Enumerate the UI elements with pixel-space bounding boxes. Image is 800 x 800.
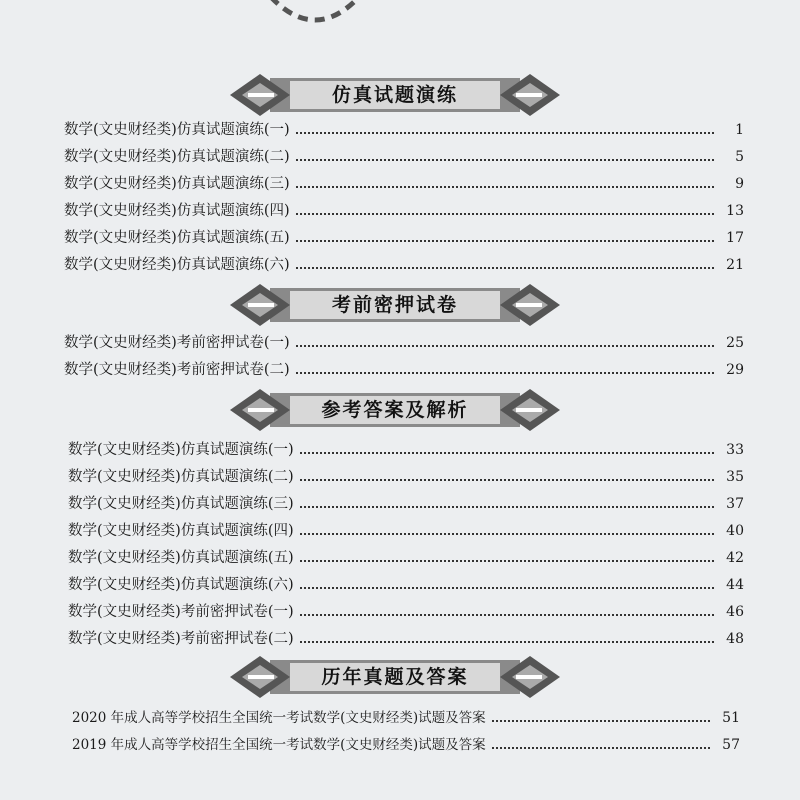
leader-dots (492, 747, 710, 749)
toc-entry-label: 数学(文史财经类)仿真试题演练(四) (68, 523, 294, 539)
section-title: 历年真题及答案 (321, 666, 469, 688)
toc-entry[interactable] (68, 492, 744, 514)
toc-entry[interactable] (64, 199, 744, 221)
toc-entry-label: 数学(文史财经类)仿真试题演练(五) (68, 550, 294, 566)
toc-entry-page: 44 (726, 577, 744, 593)
leader-dots (300, 560, 714, 562)
toc-entry-label: 数学(文史财经类)考前密押试卷(一) (64, 335, 290, 351)
toc-entry-page: 48 (726, 631, 744, 647)
toc-entry[interactable] (68, 627, 744, 649)
toc-entry-label: 数学(文史财经类)仿真试题演练(二) (68, 469, 294, 485)
leader-dots (300, 641, 714, 643)
toc-entry[interactable] (64, 331, 744, 353)
toc-entry-page: 42 (726, 550, 744, 566)
toc-entry[interactable] (64, 226, 744, 248)
leader-dots (300, 506, 714, 508)
section-header-final-exam (230, 284, 560, 326)
leader-dots (296, 213, 714, 215)
toc-entry-page: 46 (726, 604, 744, 620)
toc-entry[interactable] (64, 358, 744, 380)
leader-dots (296, 372, 714, 374)
toc-entry-page: 40 (726, 523, 744, 539)
toc-entry-page: 5 (735, 149, 744, 165)
toc-entry-page: 1 (735, 122, 744, 138)
leader-dots (300, 587, 714, 589)
toc-entry-label: 2019 年成人高等学校招生全国统一考试数学(文史财经类)试题及答案 (72, 737, 486, 753)
toc-entry[interactable] (68, 600, 744, 622)
toc-entry-page: 25 (726, 335, 744, 351)
toc-entry-label: 数学(文史财经类)考前密押试卷(二) (64, 362, 290, 378)
section-title: 考前密押试卷 (331, 294, 458, 316)
leader-dots (300, 614, 714, 616)
toc-entry-label: 数学(文史财经类)仿真试题演练(一) (64, 122, 290, 138)
leader-dots (300, 533, 714, 535)
leader-dots (296, 267, 714, 269)
toc-entry-page: 57 (722, 737, 740, 753)
toc-entry[interactable] (68, 546, 744, 568)
toc-entry[interactable] (64, 118, 744, 140)
toc-entry-label: 数学(文史财经类)考前密押试卷(一) (68, 604, 294, 620)
toc-entry-label: 数学(文史财经类)仿真试题演练(六) (68, 577, 294, 593)
leader-dots (296, 132, 714, 134)
toc-entry-label: 数学(文史财经类)仿真试题演练(五) (64, 230, 290, 246)
leader-dots (296, 345, 714, 347)
toc-entry[interactable] (68, 573, 744, 595)
toc-entry[interactable] (64, 253, 744, 275)
leader-dots (300, 479, 714, 481)
toc-entry-label: 数学(文史财经类)仿真试题演练(三) (68, 496, 294, 512)
top-dashed-arc-ornament (240, 0, 390, 40)
leader-dots (492, 720, 710, 722)
toc-entry-label: 数学(文史财经类)仿真试题演练(一) (68, 442, 294, 458)
toc-entry-page: 33 (726, 442, 744, 458)
toc-entry-label: 数学(文史财经类)仿真试题演练(三) (64, 176, 290, 192)
toc-entry-page: 35 (726, 469, 744, 485)
toc-entry-page: 37 (726, 496, 744, 512)
toc-entry[interactable] (68, 519, 744, 541)
toc-entry-page: 17 (726, 230, 744, 246)
toc-entry-label: 数学(文史财经类)仿真试题演练(二) (64, 149, 290, 165)
toc-entry[interactable] (72, 733, 740, 755)
toc-entry[interactable] (72, 706, 740, 728)
section-header-simulation (230, 74, 560, 116)
section-header-past-exams (230, 656, 560, 698)
toc-entry-page: 21 (726, 257, 744, 273)
section-title: 仿真试题演练 (331, 84, 458, 106)
toc-entry-page: 13 (726, 203, 744, 219)
toc-entry-page: 9 (735, 176, 744, 192)
toc-entry[interactable] (64, 145, 744, 167)
toc-entry-label: 数学(文史财经类)仿真试题演练(四) (64, 203, 290, 219)
toc-entry[interactable] (68, 438, 744, 460)
section-header-answers (230, 389, 560, 431)
toc-entry-page: 29 (726, 362, 744, 378)
leader-dots (296, 159, 714, 161)
leader-dots (296, 186, 714, 188)
toc-entry-label: 数学(文史财经类)仿真试题演练(六) (64, 257, 290, 273)
leader-dots (296, 240, 714, 242)
toc-entry[interactable] (64, 172, 744, 194)
toc-entry-page: 51 (722, 710, 740, 726)
leader-dots (300, 452, 714, 454)
toc-entry-label: 数学(文史财经类)考前密押试卷(二) (68, 631, 294, 647)
toc-entry-label: 2020 年成人高等学校招生全国统一考试数学(文史财经类)试题及答案 (72, 710, 486, 726)
section-title: 参考答案及解析 (321, 399, 469, 421)
toc-entry[interactable] (68, 465, 744, 487)
